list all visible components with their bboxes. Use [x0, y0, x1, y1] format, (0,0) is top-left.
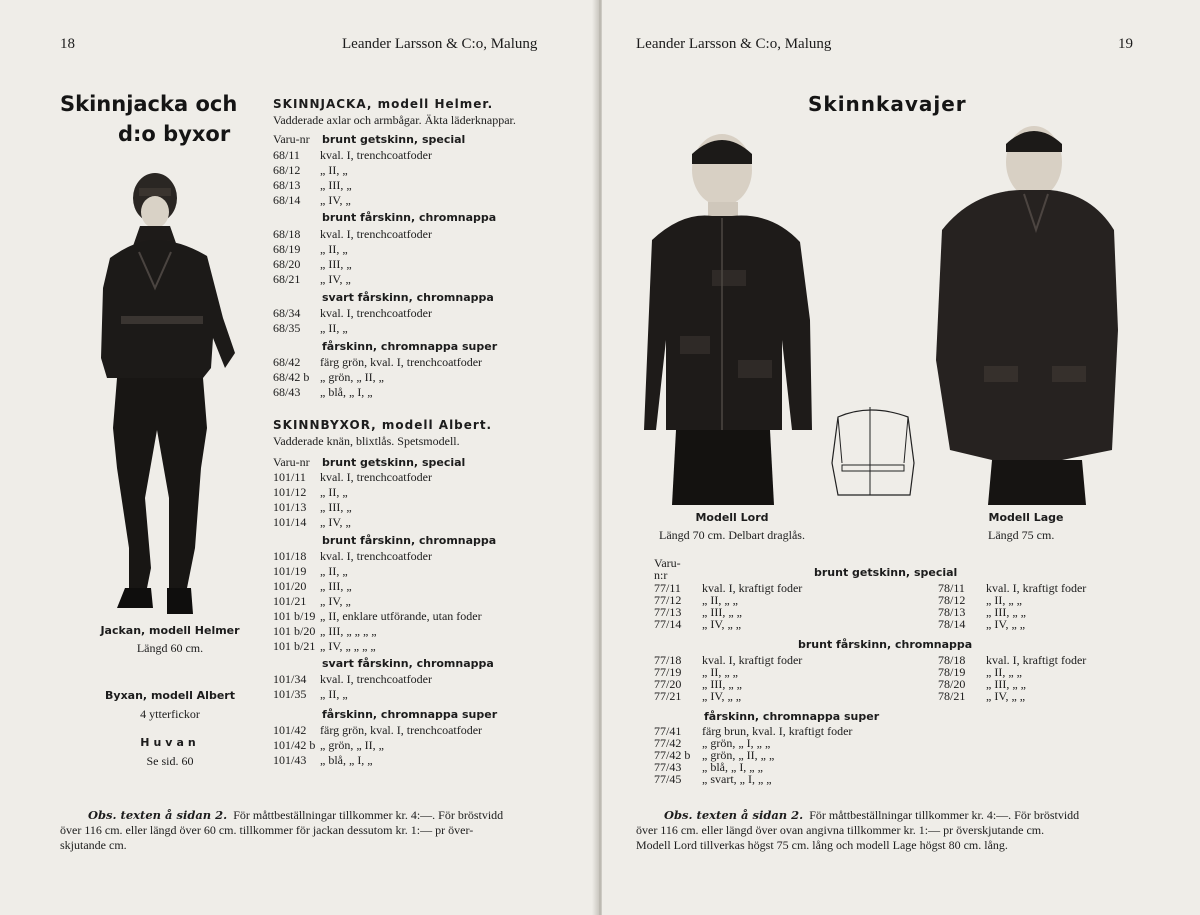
helmer-albert-photo	[95, 168, 255, 618]
trousers-group-title: brunt getskinn, special	[322, 456, 466, 469]
item-spec: kval. I, trenchcoatfoder	[320, 148, 432, 162]
caption-lage-desc: Längd 75 cm.	[988, 528, 1055, 542]
item-spec: „ III, „ „	[702, 605, 742, 619]
caption-jacket: Jackan, modell Helmer	[100, 624, 240, 637]
item-number: 68/18	[273, 227, 301, 241]
item-spec: „ II, „	[320, 564, 348, 578]
footnote-bold: Obs. texten å sidan 2.	[664, 808, 804, 822]
item-number: 68/14	[273, 193, 301, 207]
item-spec: „ II, „	[320, 242, 348, 256]
item-spec: „ IV, „ „	[702, 617, 742, 631]
item-number: 101/11	[273, 470, 306, 484]
jacket-title: SKINNJACKA, modell Helmer.	[273, 97, 494, 111]
running-header: Leander Larsson & C:o, Malung	[342, 36, 538, 52]
left-page	[0, 0, 598, 915]
item-number: 68/11	[273, 148, 300, 162]
item-spec: „ III, „ „ „ „	[320, 624, 377, 638]
item-number: 78/13	[938, 605, 966, 619]
group-title: fårskinn, chromnappa super	[704, 710, 880, 723]
caption-lord-desc: Längd 70 cm. Delbart draglås.	[659, 528, 805, 542]
item-spec: „ IV, „	[320, 515, 351, 529]
item-number: 78/21	[938, 689, 966, 703]
item-number: 77/13	[654, 605, 682, 619]
item-spec: „ svart, „ I, „ „	[702, 772, 772, 786]
item-spec: „ blå, „ I, „	[320, 385, 373, 399]
jacket-group-title: brunt fårskinn, chromnappa	[322, 211, 497, 224]
page-number: 19	[1118, 36, 1133, 52]
section-heading: Skinnkavajer	[808, 92, 967, 116]
item-spec: „ II, „	[320, 321, 348, 335]
item-number: 101 b/20	[273, 624, 316, 638]
jacket-description: Vadderade axlar och armbågar. Äkta läderknappar.	[273, 113, 516, 127]
item-spec: „ III, „	[320, 257, 352, 271]
item-number: 68/13	[273, 178, 301, 192]
footnote-text: För måttbeställningar tillkommer kr. 4:—. För bröstvidd	[809, 808, 1080, 822]
caption-hood-sub: Se sid. 60	[146, 754, 194, 768]
trousers-group-title: brunt fårskinn, chromnappa	[322, 534, 497, 547]
lage-jacket-photo	[932, 120, 1122, 505]
item-spec: kval. I, kraftigt foder	[986, 653, 1087, 667]
item-spec: „ III, „	[320, 500, 352, 514]
item-spec: „ grön, „ II, „	[320, 738, 384, 752]
varunr-label: Varu-	[654, 556, 681, 570]
item-number: 101/14	[273, 515, 307, 529]
item-spec: „ II, „ „	[986, 665, 1022, 679]
item-spec: kval. I, kraftigt foder	[986, 581, 1087, 595]
trousers-title: SKINNBYXOR, modell Albert.	[273, 418, 493, 432]
item-spec: „ II, „ „	[702, 593, 738, 607]
item-spec: „ II, „ „	[702, 665, 738, 679]
item-number: 101/13	[273, 500, 307, 514]
item-spec: „ blå, „ I, „	[320, 753, 373, 767]
item-number: 68/35	[273, 321, 301, 335]
item-number: 77/45	[654, 772, 682, 786]
item-number: 78/11	[938, 581, 965, 595]
caption-jacket-length: Längd 60 cm.	[136, 641, 204, 655]
item-number: 77/18	[654, 653, 682, 667]
item-number: 101/35	[273, 687, 307, 701]
group-title: brunt fårskinn, chromnappa	[798, 638, 973, 651]
jacket-group-title: fårskinn, chromnappa super	[322, 340, 498, 353]
section-heading-line2: d:o byxor	[118, 122, 231, 146]
footnote-line1	[88, 808, 503, 823]
item-spec: „ III, „	[320, 178, 352, 192]
item-number: 77/19	[654, 665, 682, 679]
jacket-varunr-label: Varu-nr	[273, 132, 310, 146]
caption-pants: Byxan, modell Albert	[105, 689, 235, 702]
caption-lage: Modell Lage	[988, 511, 1064, 524]
caption-hood: Huvan	[140, 736, 200, 749]
footnote-bold: Obs. texten å sidan 2.	[88, 808, 228, 822]
item-spec: färg grön, kval. I, trenchcoatfoder	[320, 723, 483, 737]
item-number: 101/21	[273, 594, 307, 608]
item-spec: kval. I, trenchcoatfoder	[320, 549, 432, 563]
item-number: 101/34	[273, 672, 307, 686]
item-number: 77/41	[654, 724, 682, 738]
item-number: 68/20	[273, 257, 301, 271]
item-number: 101/12	[273, 485, 307, 499]
item-spec: kval. I, trenchcoatfoder	[320, 672, 432, 686]
item-number: 68/42	[273, 355, 301, 369]
item-spec: kval. I, trenchcoatfoder	[320, 470, 432, 484]
varunr-label: n:r	[654, 568, 668, 582]
item-number: 101 b/19	[273, 609, 316, 623]
item-spec: „ II, enklare utförande, utan foder	[320, 609, 482, 623]
footnote-line1	[664, 808, 1079, 823]
item-spec: „ II, „	[320, 485, 348, 499]
page-number: 18	[60, 36, 75, 52]
item-spec: „ IV, „	[320, 594, 351, 608]
right-page	[602, 0, 1200, 915]
item-number: 77/12	[654, 593, 682, 607]
item-spec: „ III, „ „	[986, 677, 1026, 691]
footnote-line2: över 116 cm. eller längd över 60 cm. tillkommer för jackan dessutom kr. 1:— pr över-	[60, 823, 474, 837]
item-number: 77/42 b	[654, 748, 691, 762]
item-number: 77/14	[654, 617, 682, 631]
section-heading-line1: Skinnjacka och	[60, 92, 238, 116]
item-spec: „ IV, „ „	[986, 689, 1026, 703]
item-spec: kval. I, kraftigt foder	[702, 581, 803, 595]
trousers-description: Vadderade knän, blixtlås. Spetsmodell.	[273, 434, 460, 448]
item-spec: kval. I, kraftigt foder	[702, 653, 803, 667]
item-spec: „ blå, „ I, „ „	[702, 760, 763, 774]
jacket-group-title: svart fårskinn, chromnappa	[322, 291, 494, 304]
item-spec: „ IV, „	[320, 193, 351, 207]
item-spec: „ II, „	[320, 687, 348, 701]
item-number: 78/19	[938, 665, 966, 679]
item-number: 77/20	[654, 677, 682, 691]
trousers-group-title: fårskinn, chromnappa super	[322, 708, 498, 721]
item-spec: „ II, „	[320, 163, 348, 177]
item-spec: färg grön, kval. I, trenchcoatfoder	[320, 355, 483, 369]
item-number: 101 b/21	[273, 639, 316, 653]
running-header: Leander Larsson & C:o, Malung	[636, 36, 832, 52]
jacket-back-drawing	[830, 403, 916, 498]
item-number: 78/18	[938, 653, 966, 667]
item-spec: kval. I, trenchcoatfoder	[320, 227, 432, 241]
footnote-text: För måttbeställningar tillkommer kr. 4:—. För bröstvidd	[233, 808, 504, 822]
caption-lord: Modell Lord	[695, 511, 769, 524]
item-number: 68/42 b	[273, 370, 310, 384]
item-number: 101/42 b	[273, 738, 316, 752]
trousers-group-title: svart fårskinn, chromnappa	[322, 657, 494, 670]
footnote-line3: skjutande cm.	[60, 838, 127, 852]
item-spec: „ IV, „ „ „ „	[320, 639, 376, 653]
item-spec: „ III, „	[320, 579, 352, 593]
item-spec: „ III, „ „	[702, 677, 742, 691]
item-spec: „ grön, „ II, „	[320, 370, 384, 384]
item-spec: „ IV, „ „	[702, 689, 742, 703]
footnote-line3: Modell Lord tillverkas högst 75 cm. lång och modell Lage högst 80 cm. lång.	[636, 838, 1008, 852]
item-number: 101/20	[273, 579, 307, 593]
item-spec: färg brun, kval. I, kraftigt foder	[702, 724, 853, 738]
item-number: 68/43	[273, 385, 301, 399]
item-spec: kval. I, trenchcoatfoder	[320, 306, 432, 320]
item-number: 78/14	[938, 617, 966, 631]
footnote-line2: över 116 cm. eller längd över ovan angivna tillkommer kr. 1:— pr överskjutande cm.	[636, 823, 1045, 837]
item-number: 101/18	[273, 549, 307, 563]
item-number: 68/12	[273, 163, 301, 177]
jacket-group-title: brunt getskinn, special	[322, 133, 466, 146]
item-number: 68/34	[273, 306, 301, 320]
item-spec: „ grön, „ I, „ „	[702, 736, 771, 750]
item-number: 101/43	[273, 753, 307, 767]
lord-jacket-photo	[642, 130, 822, 505]
item-number: 101/19	[273, 564, 307, 578]
item-number: 77/11	[654, 581, 681, 595]
item-number: 77/21	[654, 689, 682, 703]
item-number: 68/19	[273, 242, 301, 256]
caption-pants-sub: 4 ytterfickor	[140, 707, 200, 721]
item-number: 78/20	[938, 677, 966, 691]
item-spec: „ grön, „ II, „ „	[702, 748, 775, 762]
item-spec: „ IV, „	[320, 272, 351, 286]
item-number: 78/12	[938, 593, 966, 607]
trousers-varunr-label: Varu-nr	[273, 455, 310, 469]
item-number: 77/42	[654, 736, 682, 750]
item-number: 101/42	[273, 723, 307, 737]
item-spec: „ II, „ „	[986, 593, 1022, 607]
item-spec: „ IV, „ „	[986, 617, 1026, 631]
item-number: 77/43	[654, 760, 682, 774]
item-spec: „ III, „ „	[986, 605, 1026, 619]
group-title: brunt getskinn, special	[814, 566, 958, 579]
item-number: 68/21	[273, 272, 301, 286]
